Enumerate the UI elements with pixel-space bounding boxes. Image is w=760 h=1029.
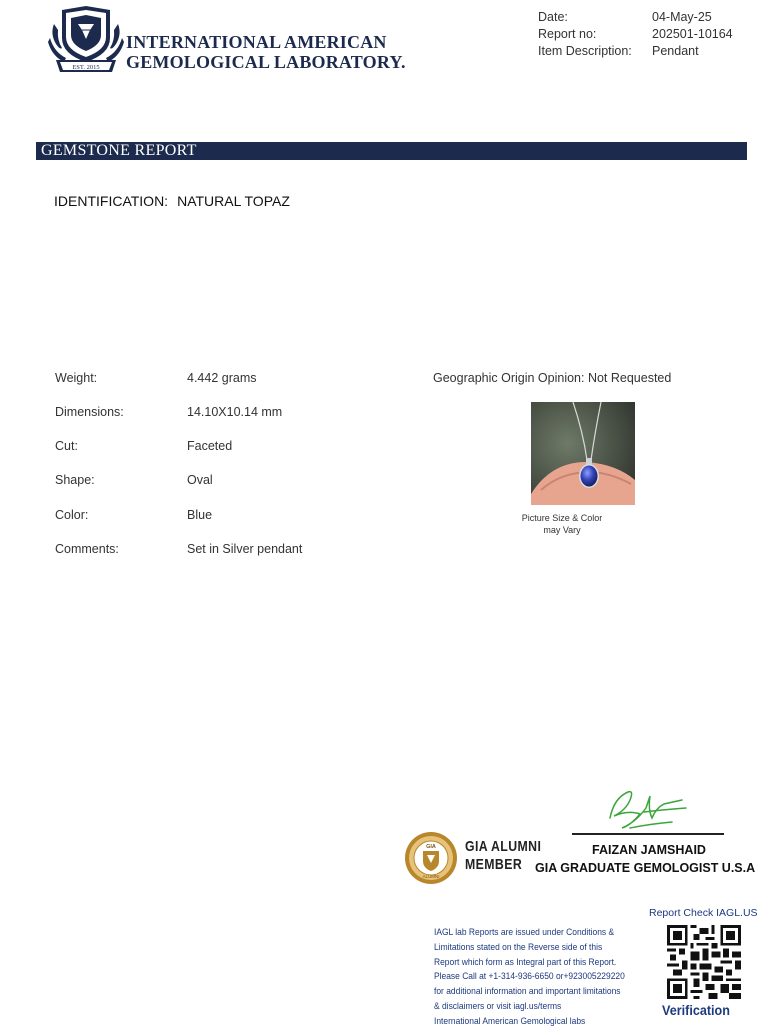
disclaimer-line: IAGL lab Reports are issued under Conditions &	[434, 927, 615, 937]
shape-value: Oval	[187, 473, 213, 487]
lab-name-line2: GEMOLOGICAL LABORATORY.	[126, 52, 406, 72]
qr-code-icon[interactable]	[667, 925, 741, 999]
meta-item-description-label: Item Description:	[538, 44, 632, 58]
disclaimer-line: Report which form as Integral part of this Report.	[434, 956, 617, 967]
pendant-photo	[531, 402, 635, 505]
disclaimer-line: Please Call at +1-314-936-6650 or+923005229220	[434, 971, 625, 982]
logo-est-text: EST. 2015	[72, 64, 100, 71]
disclaimer-line: International American Gemological labs	[434, 1015, 586, 1026]
shape-label: Shape:	[55, 473, 95, 487]
disclaimer-line: & disclaimers or visit iagl.us/terms	[434, 1000, 562, 1011]
weight-value: 4.442 grams	[187, 371, 257, 385]
color-value: Blue	[187, 508, 213, 522]
disclaimer-line: for additional information and important limitations	[434, 986, 621, 997]
identification-value: NATURAL TOPAZ	[177, 193, 290, 209]
signature-icon	[600, 778, 690, 833]
gia-alumni-line1: GIA ALUMNI	[465, 838, 542, 855]
meta-date-label: Date:	[538, 10, 568, 24]
signature-line	[572, 833, 724, 835]
weight-label: Weight:	[55, 371, 98, 385]
dimensions-label: Dimensions:	[55, 405, 124, 419]
report-banner	[36, 142, 747, 160]
dimensions-value: 14.10X10.14 mm	[187, 405, 283, 419]
signatory-name: FAIZAN JAMSHAID	[592, 843, 706, 857]
identification-label: IDENTIFICATION:	[54, 193, 169, 209]
report-check-link[interactable]: Report Check IAGL.US	[649, 907, 758, 919]
signatory-title: GIA GRADUATE GEMOLOGIST U.S.A	[535, 861, 756, 875]
gia-seal-top-text: GIA	[426, 844, 436, 850]
origin-opinion: Geographic Origin Opinion: Not Requested	[433, 371, 672, 385]
photo-caption-line2: may Vary	[543, 525, 581, 535]
identification	[54, 193, 290, 209]
comments-label: Comments:	[55, 542, 119, 556]
cut-label: Cut:	[55, 439, 78, 453]
gia-alumni-line2: MEMBER	[465, 856, 523, 873]
disclaimer-text	[434, 925, 641, 1029]
disclaimer-line: Limitations stated on the Reverse side of this	[434, 941, 603, 952]
meta-report-no-value: 202501-10164	[652, 27, 733, 41]
lab-name-line1: INTERNATIONAL AMERICAN	[126, 32, 387, 52]
verification-label: Verification	[662, 1002, 730, 1018]
meta-report-no-label: Report no:	[538, 27, 597, 41]
meta-item-description-value: Pendant	[652, 44, 699, 58]
color-label: Color:	[55, 508, 89, 522]
gia-seal-bottom-text: ALUMNI	[422, 874, 440, 879]
gia-alumni-seal-icon	[404, 831, 458, 885]
cut-value: Faceted	[187, 439, 233, 453]
comments-value: Set in Silver pendant	[187, 542, 303, 556]
photo-caption-line1: Picture Size & Color	[521, 513, 603, 523]
lab-logo-icon	[48, 4, 124, 74]
meta-date-value: 04-May-25	[652, 10, 712, 24]
banner-title: GEMSTONE REPORT	[41, 142, 197, 159]
